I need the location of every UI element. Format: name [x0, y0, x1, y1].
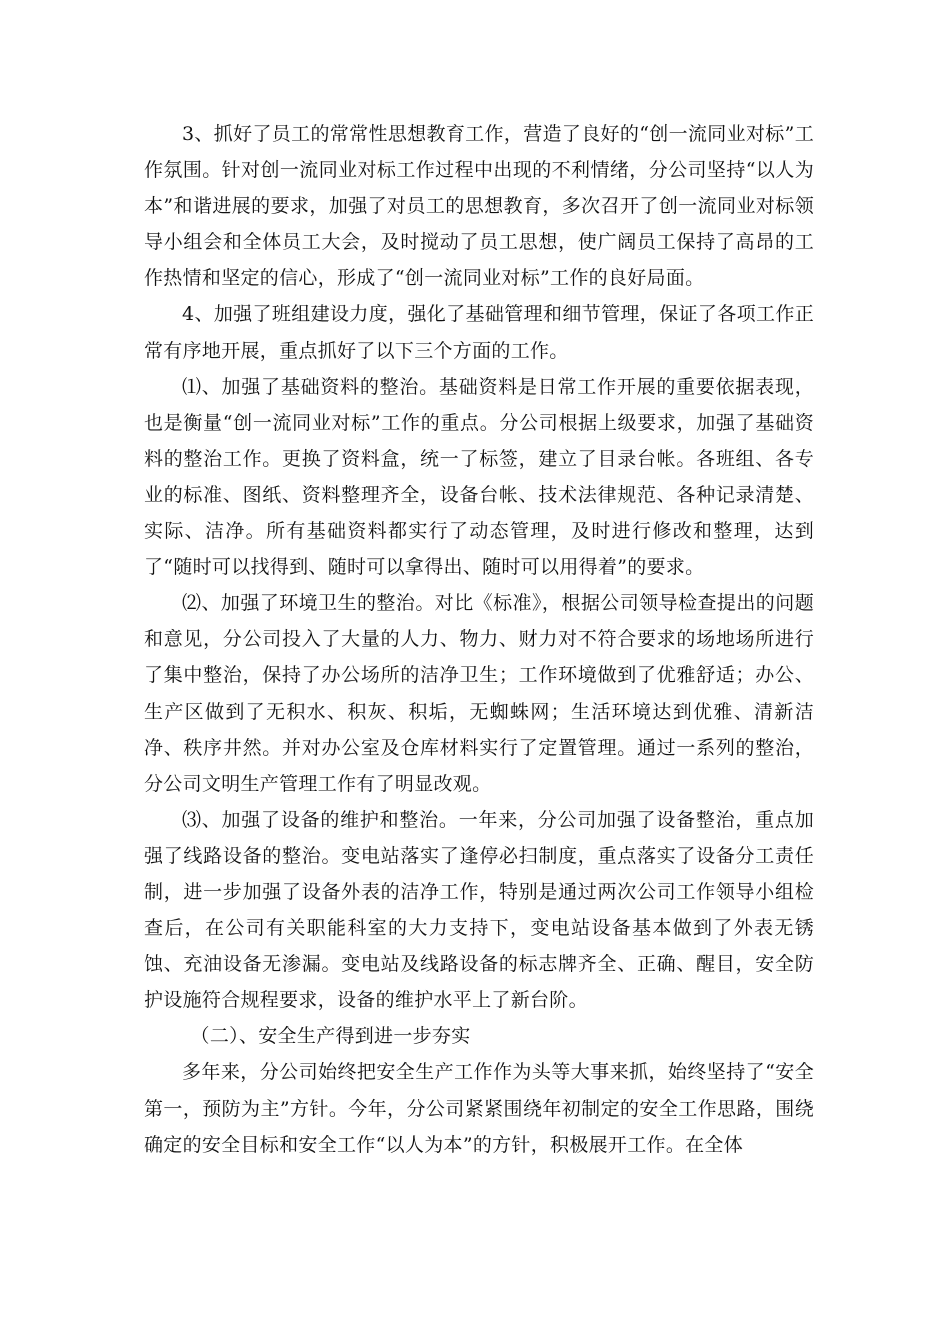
paragraph-equipment: ⑶、加强了设备的维护和整治。一年来，分公司加强了设备整治，重点加强了线路设备的整治。变电站落实了逢停必扫制度，重点落实了设备分工责任制，进一步加强了设备外表的洁净工作，特别是通过两次公司工作领导小组检查后，在公司有关职能科室的大力支持下，变电站设备基本做到了外表无锈蚀、充油设备无渗漏。变电站及线路设备的标志牌齐全、正确、醒目，安全防护设施符合规程要求，设备的维护水平上了新台阶。: [144, 808, 814, 1012]
paragraph-basic-data: ⑴、加强了基础资料的整治。基础资料是日常工作开展的重要依据表现，也是衡量“创一流同业对标”工作的重点。分公司根据上级要求，加强了基础资料的整治工作。更换了资料盒，统一了标签，建立了目录台帐。各班组、各专业的标准、图纸、资料整理齐全，设备台帐、技术法律规范、各种记录清楚、实际、洁净。所有基础资料都实行了动态管理，及时进行修改和整理，达到了“随时可以找得到、随时可以拿得出、随时可以用得着”的要求。: [144, 375, 814, 579]
section-heading-safety: （二）、安全生产得到进一步夯实: [190, 1025, 471, 1048]
paragraph-safety: 多年来，分公司始终把安全生产工作作为头等大事来抓，始终坚持了“安全第一，预防为主”方针。今年，分公司紧紧围绕年初制定的安全工作思路，围绕确定的安全目标和安全工作“以人为本”的方针，积极展开工作。在全体: [144, 1061, 814, 1156]
document-body: [144, 116, 814, 1163]
paragraph-item-4: 4、加强了班组建设力度，强化了基础管理和细节管理，保证了各项工作正常有序地开展，重点抓好了以下三个方面的工作。: [144, 303, 814, 362]
paragraph-item-3: 3、抓好了员工的常常性思想教育工作，营造了良好的“创一流同业对标”工作氛围。针对创一流同业对标工作过程中出现的不利情绪，分公司坚持“以人为本”和谐进展的要求，加强了对员工的思想教育，多次召开了创一流同业对标领导小组会和全体员工大会，及时搅动了员工思想，使广阔员工保持了高昂的工作热情和坚定的信心，形成了“创一流同业对标”工作的良好局面。: [144, 123, 814, 290]
paragraph-environment: ⑵、加强了环境卫生的整治。对比《标准》，根据公司领导检查提出的问题和意见，分公司投入了大量的人力、物力、财力对不符合要求的场地场所进行了集中整治，保持了办公场所的洁净卫生；工作环境做到了优雅舒适；办公、生产区做到了无积水、积灰、积垢，无蜘蛛网；生活环境达到优雅、清新洁净、秩序井然。并对办公室及仓库材料实行了定置管理。通过一系列的整治，分公司文明生产管理工作有了明显改观。: [144, 592, 814, 795]
